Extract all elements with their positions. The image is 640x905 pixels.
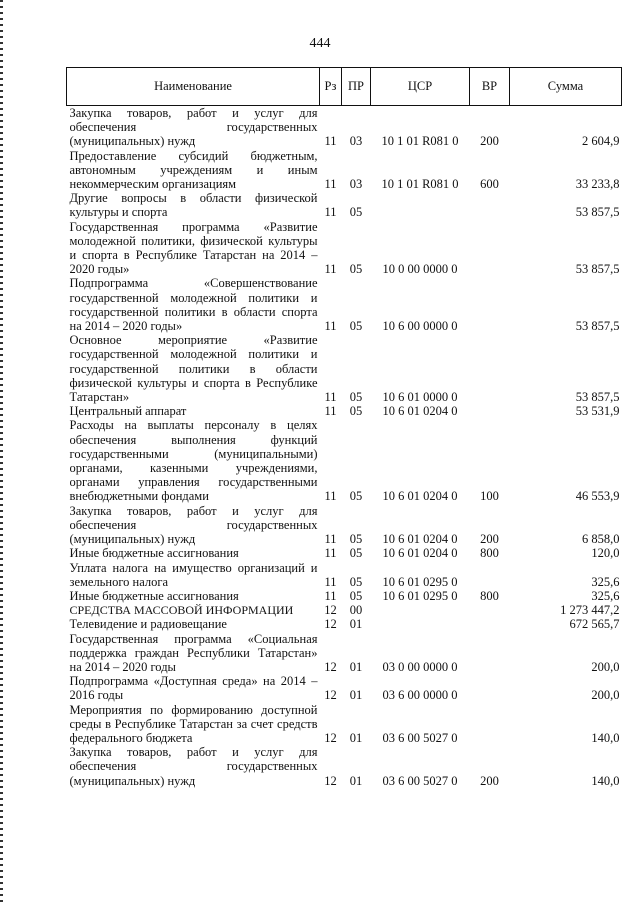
cell-pr: 05 (349, 489, 363, 504)
table-row (67, 603, 622, 617)
cell-sum: 53 857,5 (575, 319, 620, 334)
table-row (67, 561, 622, 589)
cell-sum: 200,0 (591, 688, 620, 703)
cell-pr: 05 (349, 319, 363, 334)
cell-name: Основное мероприятие «Развитие государственной молодежной политики и государственной политики в области физической культуры и спорта в Республике Татарстан» (69, 333, 318, 405)
cell-csr: 10 6 01 0204 0 (382, 404, 458, 419)
cell-name: Иные бюджетные ассигнования (69, 588, 239, 603)
header-name: Наименование (67, 68, 320, 106)
cell-sum: 140,0 (591, 773, 620, 788)
table-body (67, 106, 622, 788)
cell-rz: 11 (324, 205, 337, 220)
cell-rz: 11 (324, 134, 337, 149)
table-row (67, 546, 622, 560)
cell-name: Подпрограмма «Совершенствование государственной молодежной политики и государственной политики в области спорта на 2014 – 2020 годы» (69, 276, 318, 334)
cell-name: Государственная программа «Социальная поддержка граждан Республики Татарстан» на 2014 – 2020 годы (69, 631, 318, 674)
cell-pr: 05 (349, 262, 363, 277)
cell-name: Другие вопросы в области физической культуры и спорта (69, 191, 318, 220)
cell-rz: 12 (324, 603, 337, 618)
cell-pr: 05 (349, 404, 363, 419)
cell-rz: 11 (324, 262, 337, 277)
cell-sum: 672 565,7 (569, 617, 620, 632)
table-row (67, 674, 622, 702)
cell-csr (371, 617, 470, 631)
cell-vr: 200 (480, 532, 499, 547)
cell-vr: 800 (480, 546, 499, 561)
cell-csr: 10 6 01 0295 0 (382, 588, 458, 603)
table-row (67, 589, 622, 603)
header-vr: ВР (470, 68, 510, 106)
cell-sum: 6 858,0 (582, 532, 620, 547)
cell-csr: 10 1 01 R081 0 (381, 134, 459, 149)
cell-name: Государственная программа «Развитие молодежной политики, физической культуры и спорта в Республике Татарстан на 2014 – 2020 годы» (69, 219, 318, 277)
cell-rz: 12 (324, 730, 337, 745)
cell-rz: 11 (324, 489, 337, 504)
cell-rz: 12 (324, 773, 337, 788)
cell-vr: 200 (480, 134, 499, 149)
cell-sum: 46 553,9 (575, 489, 620, 504)
cell-sum: 1 273 447,2 (560, 603, 620, 618)
cell-sum: 53 857,5 (575, 205, 620, 220)
cell-vr: 800 (480, 588, 499, 603)
cell-name: СРЕДСТВА МАССОВОЙ ИНФОРМАЦИИ (69, 603, 294, 618)
cell-pr: 01 (349, 730, 363, 745)
cell-rz: 11 (324, 588, 337, 603)
cell-rz: 11 (324, 319, 337, 334)
cell-vr: 600 (480, 177, 499, 192)
cell-pr: 00 (349, 603, 363, 618)
cell-pr: 01 (349, 773, 363, 788)
table-row (67, 191, 622, 219)
cell-rz: 11 (324, 574, 337, 589)
cell-name: Закупка товаров, работ и услуг для обеспечения государственных (муниципальных) нужд (69, 106, 318, 149)
cell-name: Подпрограмма «Доступная среда» на 2014 – 2016 годы (69, 674, 318, 703)
cell-sum: 53 531,9 (575, 404, 620, 419)
cell-rz: 11 (324, 390, 337, 405)
cell-vr (470, 404, 510, 418)
table-row (67, 632, 622, 675)
cell-sum: 33 233,8 (575, 177, 620, 192)
cell-sum: 325,6 (591, 574, 620, 589)
cell-rz: 12 (324, 659, 337, 674)
cell-csr: 10 6 01 0204 0 (382, 546, 458, 561)
cell-vr (470, 703, 510, 746)
table-row (67, 333, 622, 404)
cell-csr: 10 6 01 0295 0 (382, 574, 458, 589)
header-pr: ПР (342, 68, 371, 106)
table-row (67, 220, 622, 277)
page-number: 444 (309, 36, 331, 51)
cell-name: Уплата налога на имущество организаций и земельного налога (69, 560, 318, 589)
cell-vr (470, 191, 510, 219)
cell-rz: 11 (324, 177, 337, 192)
cell-rz: 11 (324, 404, 337, 419)
cell-sum: 53 857,5 (575, 262, 620, 277)
cell-csr (371, 191, 470, 219)
cell-vr (470, 617, 510, 631)
cell-name: Иные бюджетные ассигнования (69, 546, 239, 561)
cell-pr: 05 (349, 546, 363, 561)
cell-csr: 10 0 00 0000 0 (382, 262, 458, 277)
cell-rz: 11 (324, 532, 337, 547)
table-row (67, 745, 622, 788)
cell-vr: 100 (480, 489, 499, 504)
cell-vr: 200 (480, 773, 499, 788)
table-row (67, 617, 622, 631)
cell-rz: 12 (324, 688, 337, 703)
cell-csr: 03 6 00 5027 0 (382, 730, 458, 745)
cell-vr (470, 561, 510, 589)
cell-name: Закупка товаров, работ и услуг для обеспечения государственных (муниципальных) нужд (69, 745, 318, 788)
cell-pr: 01 (349, 617, 363, 632)
table-header-row (67, 68, 622, 106)
cell-vr (470, 276, 510, 333)
binder-edge (0, 0, 3, 905)
cell-name: Центральный аппарат (69, 404, 187, 419)
cell-csr: 03 6 00 0000 0 (382, 688, 458, 703)
cell-csr: 10 6 01 0204 0 (382, 532, 458, 547)
cell-pr: 05 (349, 574, 363, 589)
table-row (67, 703, 622, 746)
cell-rz: 11 (324, 546, 337, 561)
cell-pr: 05 (349, 532, 363, 547)
cell-name: Предоставление субсидий бюджетным, автономным учреждениям и иным некоммерческим организациям (69, 148, 318, 192)
table-row (67, 504, 622, 547)
header-csr: ЦСР (371, 68, 470, 106)
cell-pr: 05 (349, 205, 363, 220)
cell-sum: 140,0 (591, 730, 620, 745)
cell-vr (470, 220, 510, 277)
cell-vr (470, 333, 510, 404)
cell-csr (371, 603, 470, 617)
table-row (67, 276, 622, 333)
table-row (67, 106, 622, 149)
cell-sum: 325,6 (591, 588, 620, 603)
cell-csr: 03 6 00 5027 0 (382, 773, 458, 788)
cell-name: Расходы на выплаты персоналу в целях обеспечения выполнения функций государственными (муниципальными) органами, казенными учреждениями, органами управления государственными внебюджетными фондами (69, 418, 318, 504)
cell-pr: 05 (349, 390, 363, 405)
cell-name: Телевидение и радиовещание (69, 617, 227, 632)
cell-vr (470, 632, 510, 675)
cell-csr: 10 6 01 0000 0 (382, 390, 458, 405)
cell-pr: 03 (349, 134, 363, 149)
budget-table (66, 67, 622, 788)
table-row (67, 149, 622, 192)
cell-sum: 200,0 (591, 659, 620, 674)
cell-vr (470, 603, 510, 617)
cell-name: Мероприятия по формированию доступной среды в Республике Татарстан за счет средств федерального бюджета (69, 702, 318, 745)
cell-csr: 10 6 00 0000 0 (382, 319, 458, 334)
cell-sum: 53 857,5 (575, 390, 620, 405)
table-row (67, 418, 622, 503)
header-rz: Рз (320, 68, 342, 106)
cell-vr (470, 674, 510, 702)
cell-sum: 2 604,9 (582, 134, 620, 149)
cell-sum: 120,0 (591, 546, 620, 561)
table-row (67, 404, 622, 418)
cell-pr: 01 (349, 688, 363, 703)
cell-pr: 05 (349, 588, 363, 603)
cell-csr: 03 0 00 0000 0 (382, 659, 458, 674)
cell-name: Закупка товаров, работ и услуг для обеспечения государственных (муниципальных) нужд (69, 503, 318, 547)
cell-csr: 10 6 01 0204 0 (382, 489, 458, 504)
cell-csr: 10 1 01 R081 0 (381, 177, 459, 192)
cell-pr: 01 (349, 659, 363, 674)
header-sum: Сумма (510, 68, 622, 106)
cell-pr: 03 (349, 177, 363, 192)
cell-rz: 12 (324, 617, 337, 632)
